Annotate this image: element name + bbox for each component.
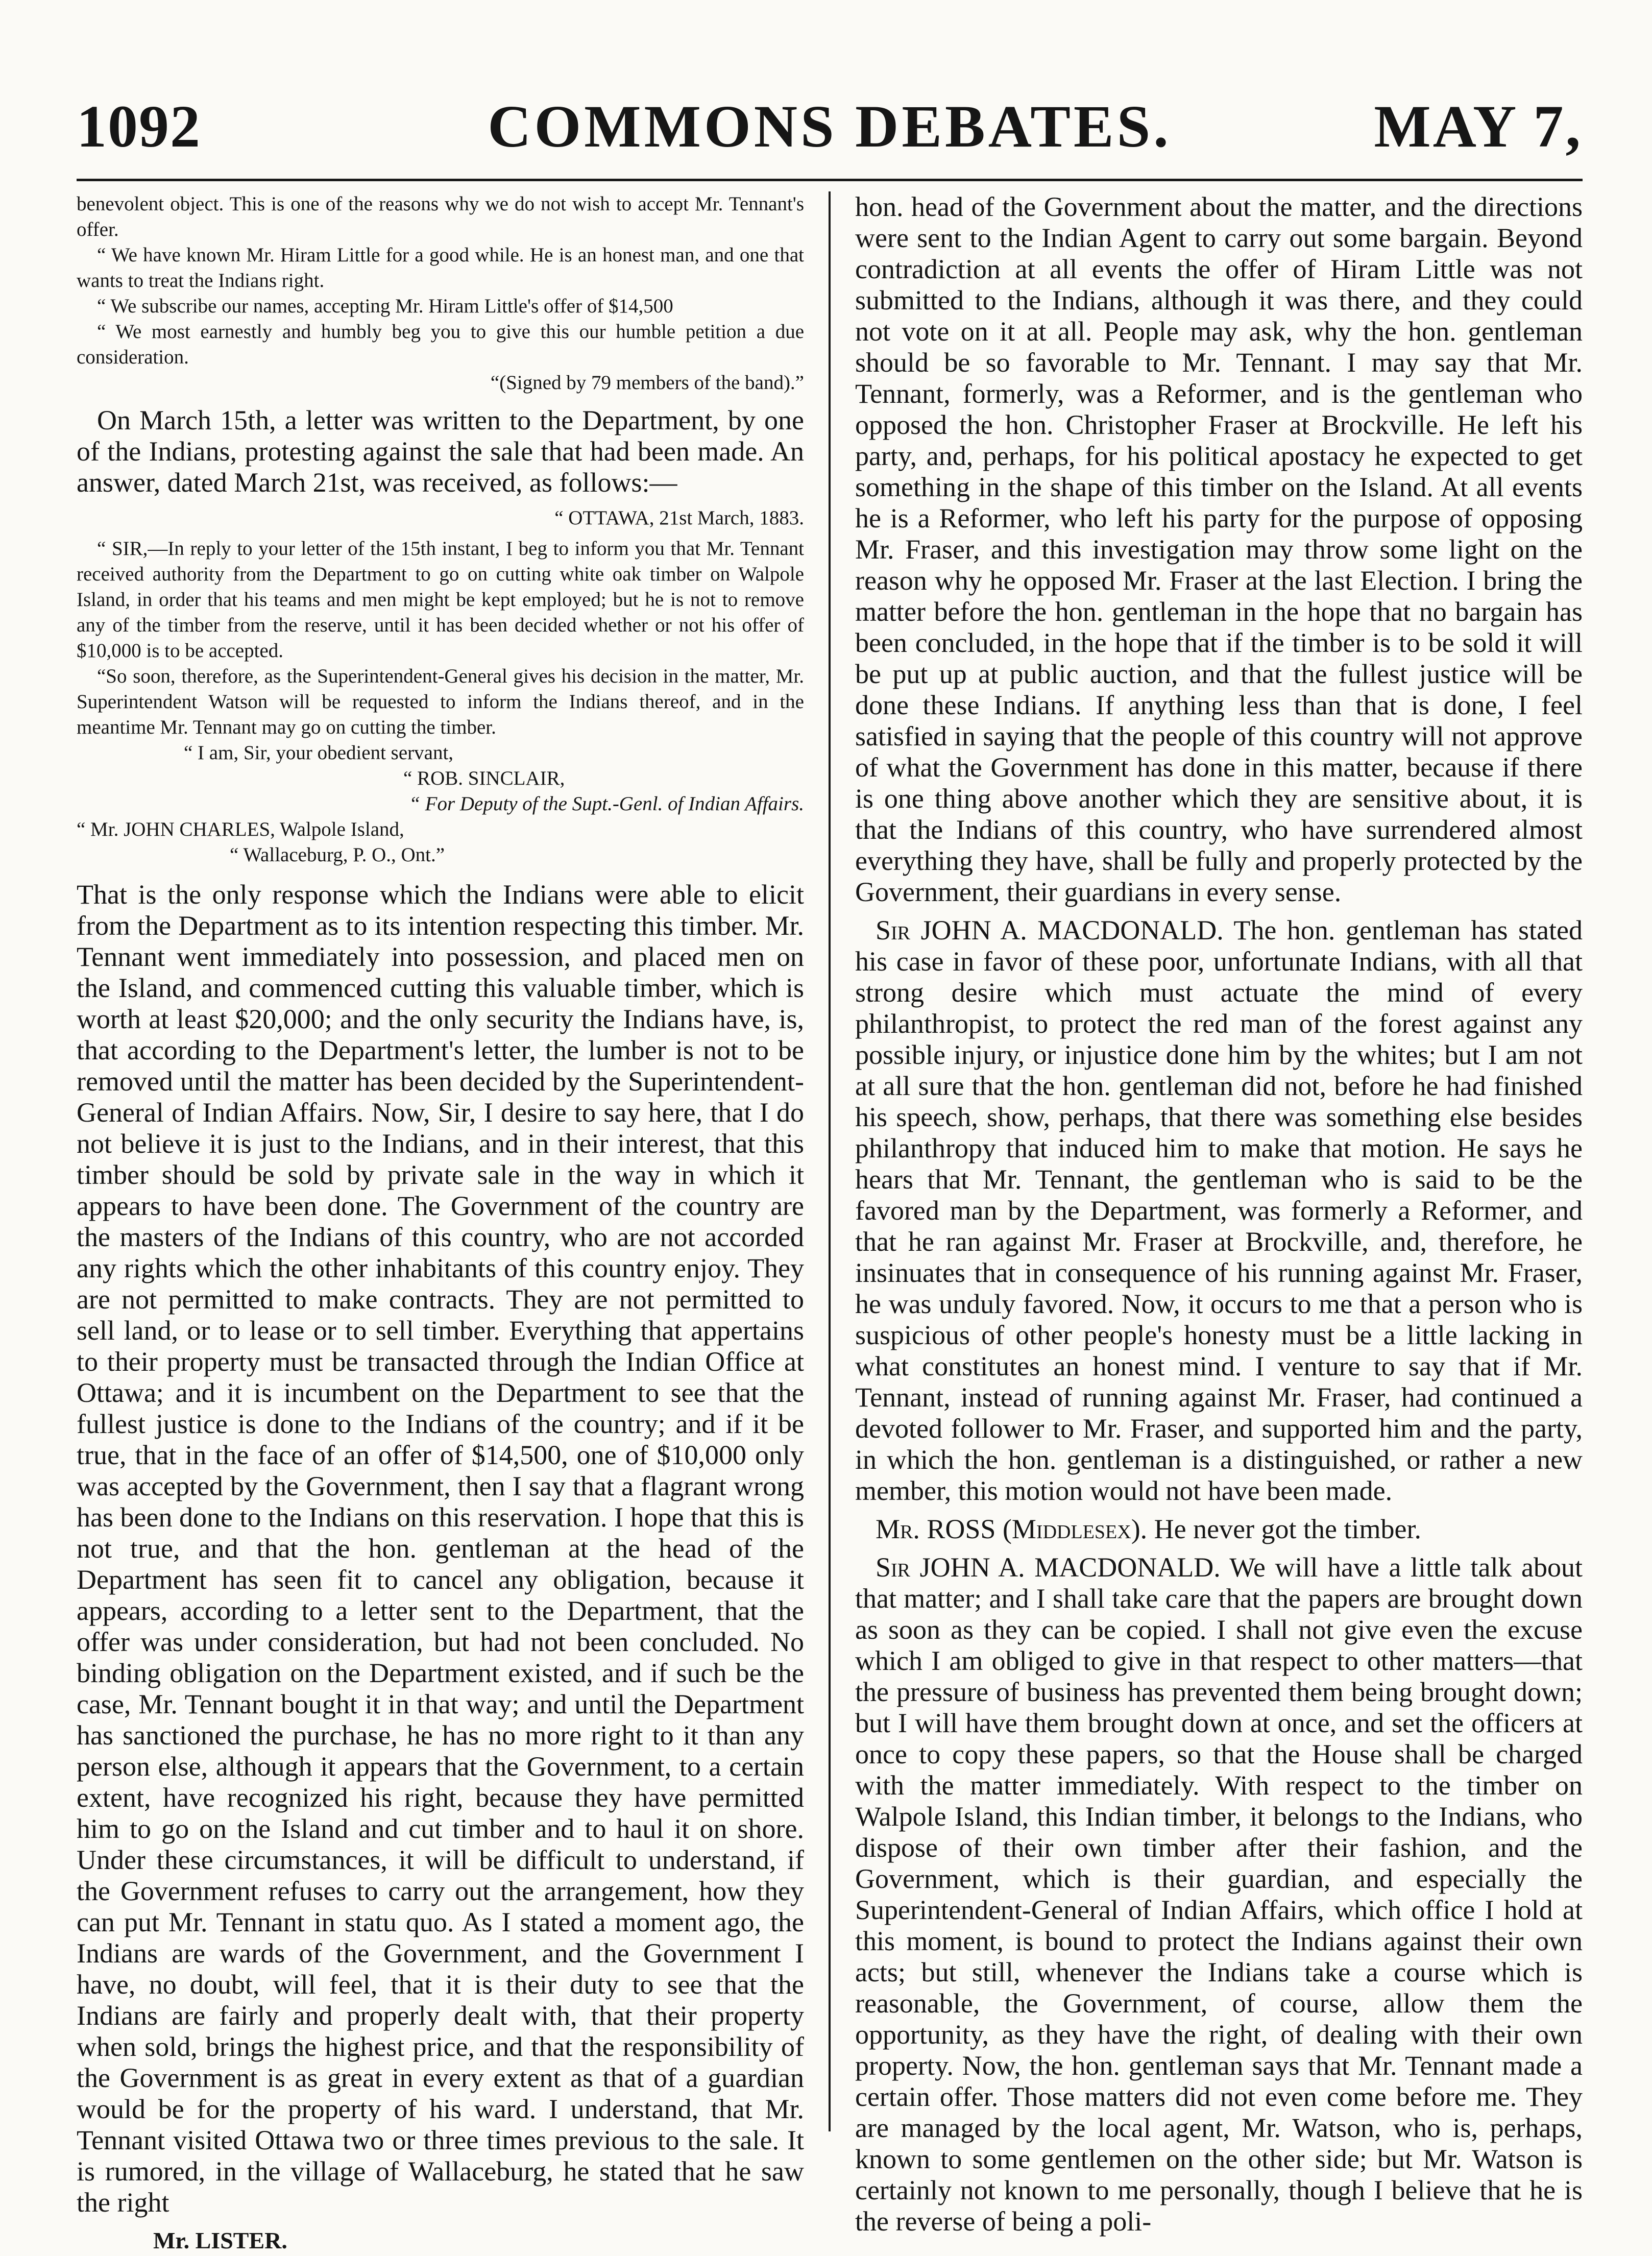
- speaker-name: Sir JOHN A. MACDONALD.: [876, 1552, 1221, 1583]
- paragraph: hon. head of the Government about the matter, and the directions were sent to the Indian Agent to carry out some bargain. Beyond contradiction at all events the offer of Hiram Little was not submitted to the Indians, although it was there, and they could not vote on it at all. People may ask, why the hon. gentleman should be so favorable to Mr. Tennant. I may say that Mr. Tennant, formerly, was a Reformer, and is the gentleman who opposed the hon. Christopher Fraser at Brockville. He left his party, and, perhaps, for his political apostacy he expected to get something in the shape of this timber on the Island. At all events he is a Reformer, who left his party for the purpose of opposing Mr. Fraser, and this investigation may throw some light on the reason why he opposed Mr. Fraser at the last Election. I bring the matter before the hon. gentleman in the hope that no bargain has been concluded, in the hope that if the timber is to be sold it will be put up at public auction, and that the fullest justice will be done these Indians. If anything less than that is done, I feel satisfied in saying that the people of this country will not approve of what the Government has done in this matter, because if there is one thing above another which they are sensitive about, it is that the Indians of this country, who have surrendered almost everything they have, shall be fully and properly protected by the Government, their guardians in every sense.: [855, 191, 1583, 907]
- speaker-name: Sir JOHN A. MACDONALD.: [876, 915, 1224, 945]
- speech: [855, 1552, 1583, 2237]
- text-columns: [77, 191, 1583, 2253]
- letter-signer: “ ROB. SINCLAIR,: [403, 767, 565, 789]
- page-header: [77, 87, 1583, 181]
- speech: [855, 1514, 1583, 1545]
- paragraph: On March 15th, a letter was written to the Department, by one of the Indians, protesting against the sale that had been made. An answer, dated March 21st, was received, as follows:—: [77, 405, 804, 498]
- right-column: [855, 191, 1583, 2237]
- speech: [855, 915, 1583, 1507]
- letter-address: “ Mr. JOHN CHARLES, Walpole Island,: [77, 818, 404, 840]
- quote-line: benevolent object. This is one of the reasons why we do not wish to accept Mr. Tennant's offer.: [77, 193, 804, 240]
- letter-address: “ Wallaceburg, P. O., Ont.”: [230, 844, 445, 866]
- speaker-footer: Mr. LISTER.: [153, 2227, 287, 2253]
- letter-closing: “ I am, Sir, your obedient servant,: [184, 742, 454, 764]
- letter-body: “So soon, therefore, as the Superintendent-General gives his decision in the matter, Mr. Superintendent Watson will be requested to inform the Indians thereof, and in the meantime Mr. Tennant may go on cutting the timber.: [77, 665, 804, 738]
- publication-title: COMMONS DEBATES.: [488, 93, 1172, 160]
- speech-text: We will have a little talk about that matter; and I shall take care that the papers are brought down as soon as they can be copied. I shall not give even the excuse which I am obliged to give in that respect to other matters—that the pressure of business has prevented them being brought down; but I will have them brought down at once, and set the officers at once to copy these papers, so that the House shall be charged with the matter immediately. With respect to the timber on Walpole Island, this Indian timber, it belongs to the Indians, who dispose of their own timber after their fashion, and the Government, which is their guardian, and especially the Superintendent-General of Indian Affairs, which office I hold at this moment, is bound to protect the Indians against their own acts; but still, whenever the Indians take a course which is reasonable, the Government, of course, allow them the opportunity, as they have the right, of dealing with their own property. Now, the hon. gentleman says that Mr. Tennant made a certain offer. Those matters did not even come before me. They are managed by the local agent, Mr. Watson, who is, perhaps, known to some gentlemen on the other side; but Mr. Watson is certainly not known to me personally, though I believe that he is the reverse of being a poli-: [855, 1552, 1583, 2237]
- speech-text: He never got the timber.: [1154, 1514, 1422, 1544]
- quote-line: “ We most earnestly and humbly beg you to give this our humble petition a due consideration.: [77, 321, 804, 368]
- paragraph: That is the only response which the Indians were able to elicit from the Department as to its intention respecting this timber. Mr. Tennant went immediately into possession, and placed men on the Island, and commenced cutting this valuable timber, which is worth at least $20,000; and the only security the Indians have, is, that according to the Department's letter, the lumber is not to be removed until the matter has been decided by the Superintendent-General of Indian Affairs. Now, Sir, I desire to say here, that I do not believe it is just to the Indians, and in their interest, that this timber should be sold by private sale in the way in which it appears to have been done. The Government of the country are the masters of the Indians of this country, who are not accorded any rights which the other inhabitants of this country enjoy. They are not permitted to make contracts. They are not permitted to sell land, or to lease or to sell timber. Everything that appertains to their property must be transacted through the Indian Office at Ottawa; and it is incumbent on the Department to see that the fullest justice is done to the Indians of the country; and if it be true, that in the face of an offer of $14,500, one of $10,000 only was accepted by the Government, then I say that a flagrant wrong has been done to the Indians on this reservation. I hope that this is not true, and that the hon. gentleman at the head of the Department has seen fit to cancel any obligation, because it appears, according to a letter sent to the Department, that the offer was under consideration, but had not been concluded. No binding obligation on the Department existed, and if such be the case, Mr. Tennant bought it in that way; and until the Department has sanctioned the purchase, he has no more right to it than any person else, although it appears that the Government, to a certain extent, have recognized his right, because they have permitted him to go on the Island and cut timber and to haul it on shore. Under these circumstances, it will be difficult to understand, if the Government refuses to carry out the arrangement, how they can put Mr. Tennant in statu quo. As I stated a moment ago, the Indians are wards of the Government, and the Government I have, no doubt, will feel, that it is their duty to see that the Indians are fairly and properly dealt with, that their property when sold, brings the highest price, and that the responsibility of the Government is as great in every extent as that of a guardian would be for the property of his ward. I understand, that Mr. Tennant visited Ottawa two or three times previous to the sale. It is rumored, in the village of Wallaceburg, he stated that he saw the right: [77, 879, 804, 2218]
- page-number: 1092: [77, 93, 201, 160]
- quote-line: “ We have known Mr. Hiram Little for a good while. He is an honest man, and one that wants to treat the Indians right.: [77, 244, 804, 292]
- letter-dateline: “ OTTAWA, 21st March, 1883.: [554, 507, 804, 529]
- petition-signature: “(Signed by 79 members of the band).”: [490, 372, 804, 394]
- newspaper-page: [77, 87, 1583, 2253]
- issue-date: MAY 7,: [1374, 93, 1583, 160]
- speaker-name: Mr. ROSS (Middlesex).: [876, 1514, 1148, 1544]
- letter-signer-title: “ For Deputy of the Supt.-Genl. of Indian Affairs.: [409, 793, 804, 815]
- left-column: [77, 191, 804, 2253]
- speech-text: The hon. gentleman has stated his case in favor of these poor, unfortunate Indians, with all that strong desire which must actuate the mind of every philanthropist, to protect the red man of the forest against any possible injury, or injustice done him by the whites; but I am not at all sure that the hon. gentleman did not, before he had finished his speech, show, perhaps, that there was something else besides philanthropy that induced him to make that motion. He says he hears that Mr. Tennant, the gentleman who is said to be the favored man by the Department, was formerly a Reformer, and that he ran against Mr. Fraser at Brockville, and, therefore, he insinuates that in consequence of his running against Mr. Fraser, he was unduly favored. Now, it occurs to me that a person who is suspicious of other people's honesty must be a little lacking in what constitutes an honest mind. I venture to say that if Mr. Tennant, instead of running against Mr. Fraser, had continued a devoted follower to Mr. Fraser, and supported him and the party, in which the hon. gentleman is a distinguished, or rather a new member, this motion would not have been made.: [855, 915, 1583, 1506]
- quote-line: “ We subscribe our names, accepting Mr. Hiram Little's offer of $14,500: [97, 295, 673, 317]
- letter-body: “ SIR,—In reply to your letter of the 15th instant, I beg to inform you that Mr. Tennant received authority from the Department to go on cutting white oak timber on Walpole Island, in order that his teams and men might be kept employed; but he is not to remove any of the timber from the reserve, until it has been decided whether or not his offer of $10,000 is to be accepted.: [77, 538, 804, 662]
- column-divider: [829, 191, 831, 2131]
